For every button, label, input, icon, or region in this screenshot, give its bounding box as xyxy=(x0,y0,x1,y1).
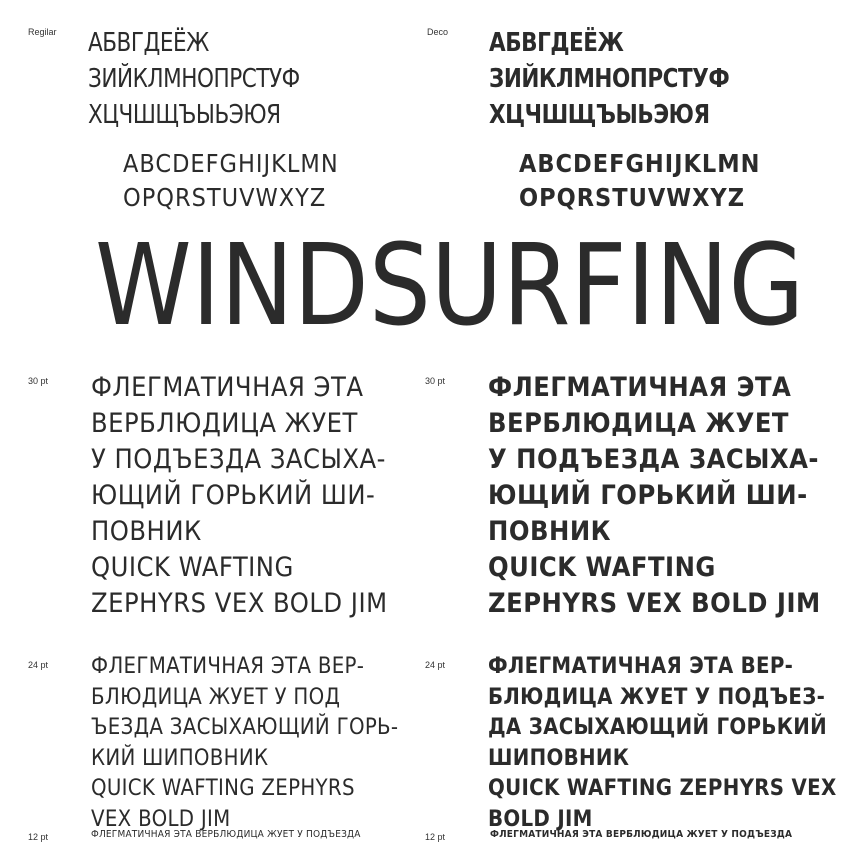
alphabet-line: ABCDEFGHIJKLMN xyxy=(519,149,761,178)
sample-line: ВЕРБЛЮДИЦА ЖУЕТ xyxy=(91,408,358,439)
sample-line: ДА ЗАСЫХАЮЩИЙ ГОРЬКИЙ xyxy=(488,715,827,740)
alphabet-line: OPQRSTUVWXYZ xyxy=(519,183,746,212)
sample-line: ВЕРБЛЮДИЦА ЖУЕТ xyxy=(488,408,790,439)
alphabet-line: ЗИЙКЛМНОПРСТУФ xyxy=(489,64,730,94)
latin-alphabet-regular xyxy=(123,147,339,215)
sample-line: ZEPHYRS VEX BOLD JIM xyxy=(488,588,821,619)
sample-12pt-regular: ФЛЕГМАТИЧНАЯ ЭТА ВЕРБЛЮДИЦА ЖУЕТ У ПОДЪЕЗДА xyxy=(91,829,361,840)
size-label-12pt-deco: 12 pt xyxy=(425,832,446,842)
alphabet-line: АБВГДЕЁЖ xyxy=(489,28,624,58)
sample-line: QUICK WAFTING xyxy=(91,552,294,583)
sample-line: ZEPHYRS VEX BOLD JIM xyxy=(91,588,388,619)
sample-line: ЪЕЗДА ЗАСЫХАЮЩИЙ ГОРЬ- xyxy=(91,715,399,740)
sample-line: ФЛЕГМАТИЧНАЯ ЭТА ВЕР- xyxy=(488,654,794,679)
sample-12pt-deco: ФЛЕГМАТИЧНАЯ ЭТА ВЕРБЛЮДИЦА ЖУЕТ У ПОДЪЕЗДА xyxy=(490,829,793,840)
cyrillic-alphabet-deco xyxy=(489,25,729,133)
sample-30pt-deco xyxy=(488,370,821,622)
sample-line: ФЛЕГМАТИЧНАЯ ЭТА xyxy=(488,372,792,403)
size-label-24pt-deco: 24 pt xyxy=(425,660,446,670)
sample-line: ШИПОВНИК xyxy=(488,745,630,771)
size-label-12pt-regular: 12 pt xyxy=(28,832,49,842)
alphabet-line: ХЦЧШЩЪЫЬЭЮЯ xyxy=(489,100,710,130)
sample-line: БЛЮДИЦА ЖУЕТ У ПОД xyxy=(91,684,341,710)
sample-line: QUICK WAFTING ZEPHYRS VEX xyxy=(488,776,837,801)
sample-30pt-regular xyxy=(91,370,388,622)
sample-24pt-deco xyxy=(488,652,837,835)
size-label-30pt-regular: 30 pt xyxy=(28,376,49,386)
size-label-24pt-regular: 24 pt xyxy=(28,660,49,670)
sample-line: ЮЩИЙ ГОРЬКИЙ ШИ- xyxy=(488,480,808,511)
sample-line: BOLD JIM xyxy=(488,806,593,832)
alphabet-line: ХЦЧШЩЪЫЬЭЮЯ xyxy=(88,100,281,130)
sample-line: QUICK WAFTING xyxy=(488,552,716,583)
sample-line: БЛЮДИЦА ЖУЕТ У ПОДЪЕЗ- xyxy=(488,684,826,710)
sample-line: У ПОДЪЕЗДА ЗАСЫХА- xyxy=(488,444,820,475)
headline-windsurfing: WINDSURFING xyxy=(95,221,805,351)
sample-line: VEX BOLD JIM xyxy=(91,806,231,832)
alphabet-line: АБВГДЕЁЖ xyxy=(88,28,209,58)
sample-line: ЮЩИЙ ГОРЬКИЙ ШИ- xyxy=(91,480,376,511)
sample-line: КИЙ ШИПОВНИК xyxy=(91,745,269,771)
sample-line: QUICK WAFTING ZEPHYRS xyxy=(91,776,355,801)
sample-line: ПОВНИК xyxy=(91,516,202,547)
alphabet-line: ABCDEFGHIJKLMN xyxy=(123,149,339,178)
latin-alphabet-deco xyxy=(519,147,760,215)
style-label-regular: Regilar xyxy=(28,27,57,37)
style-label-deco: Deco xyxy=(427,27,449,37)
cyrillic-alphabet-regular xyxy=(88,25,300,133)
alphabet-line: ЗИЙКЛМНОПРСТУФ xyxy=(88,64,300,94)
alphabet-line: OPQRSTUVWXYZ xyxy=(123,183,327,212)
sample-line: У ПОДЪЕЗДА ЗАСЫХА- xyxy=(91,444,386,475)
sample-line: ФЛЕГМАТИЧНАЯ ЭТА ВЕР- xyxy=(91,654,365,679)
sample-line: ФЛЕГМАТИЧНАЯ ЭТА xyxy=(91,372,364,403)
sample-line: ПОВНИК xyxy=(488,516,611,547)
size-label-30pt-deco: 30 pt xyxy=(425,376,446,386)
sample-24pt-regular xyxy=(91,652,398,835)
